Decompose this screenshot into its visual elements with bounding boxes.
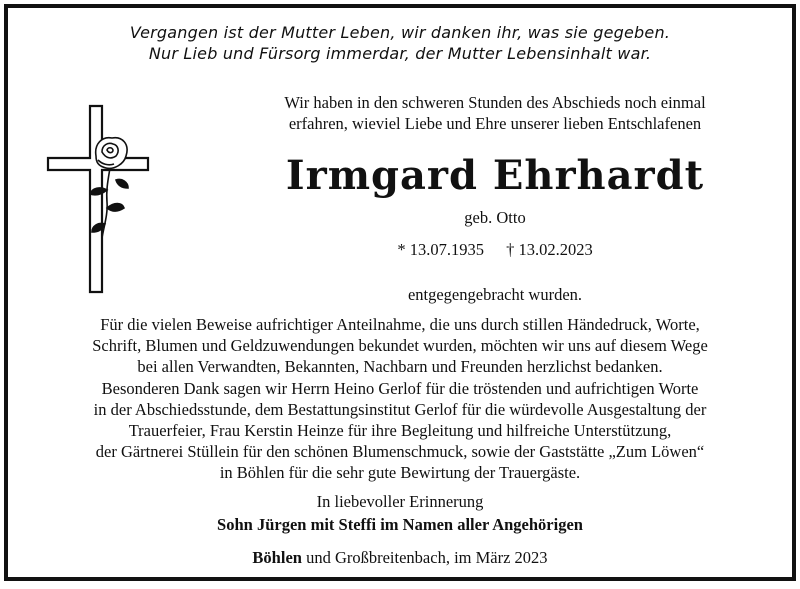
deceased-name: Irmgard Ehrhardt [285, 152, 705, 199]
thanks-line: in der Abschiedsstunde, dem Bestattungsinstitut Gerlof für die würdevolle Ausgestaltung der [93, 399, 707, 419]
poem-line: Vergangen ist der Mutter Leben, wir danken ihr, was sie gegeben. [129, 23, 671, 42]
intro-line: Wir haben in den schweren Stunden des Abschieds noch einmal [284, 93, 706, 112]
poem [8, 22, 792, 64]
thanks-line: Für die vielen Beweise aufrichtiger Anteilnahme, die uns durch stillen Händedruck, Worte, [100, 315, 700, 334]
obituary-card [4, 4, 796, 581]
poem-line: Nur Lieb und Fürsorg immerdar, der Mutter Lebensinhalt war. [148, 44, 652, 63]
thanks-line: bei allen Verwandten, Bekannten, Nachbarn und Freunden herzlichst bedanken. [137, 357, 663, 377]
thanks-line: der Gärtnerei Stüllein für den schönen Blumenschmuck, sowie der Gaststätte „Zum Löwen“ [95, 442, 705, 462]
signer: Sohn Jürgen mit Steffi im Namen aller Angehörigen [217, 515, 583, 534]
place-date [8, 547, 792, 568]
intro-line: erfahren, wieviel Liebe und Ehre unserer lieben Entschlafenen [288, 114, 702, 133]
thanks-line: Besonderen Dank sagen wir Herrn Heino Gerlof für die tröstenden und aufrichtigen Worte [101, 378, 699, 398]
life-dates [198, 239, 792, 260]
cross-with-rose-icon [44, 98, 164, 298]
death-date: † 13.02.2023 [506, 240, 593, 259]
thanks-line: Schrift, Blumen und Geldzuwendungen bekundet wurden, möchten wir uns auf diesem Wege [92, 336, 708, 356]
thanks-line: Trauerfeier, Frau Kerstin Heinze für ihre Begleitung und hilfreiche Unterstützung, [128, 421, 672, 441]
place-rest: und Großbreitenbach, im März 2023 [301, 548, 548, 567]
thanks-line: in Böhlen für die sehr gute Bewirtung der Trauergäste. [219, 463, 581, 483]
closing [8, 491, 792, 535]
intro-text [198, 92, 792, 134]
birth-name: geb. Otto [464, 208, 526, 227]
birth-date: * 13.07.1935 [397, 240, 484, 259]
closing-line: In liebevoller Erinnerung [316, 492, 484, 511]
intro-continuation: entgegengebracht wurden. [407, 285, 583, 304]
thanks-text [18, 314, 782, 484]
place-town: Böhlen [252, 548, 302, 567]
